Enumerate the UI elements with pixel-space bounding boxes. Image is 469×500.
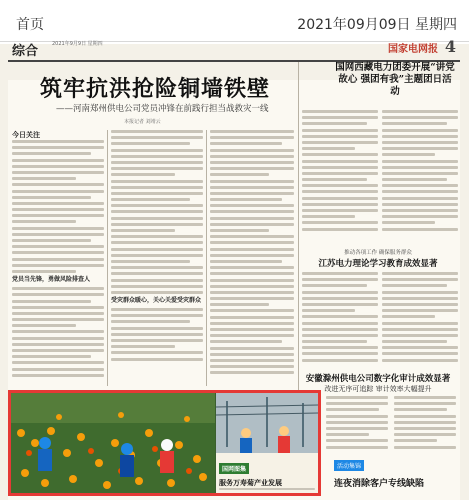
text-block (302, 272, 378, 362)
right-story-column-2[interactable] (382, 110, 458, 244)
page-number: 4 (444, 37, 456, 56)
low-story-column-2[interactable] (394, 396, 456, 456)
lead-label: 今日关注 (12, 130, 40, 139)
photo-caption-title: 服务万寿菊产业发展 (219, 478, 282, 487)
text-block (111, 130, 203, 294)
page-masthead (8, 37, 460, 59)
text-block (394, 396, 456, 449)
photo-illustration (11, 393, 215, 493)
feature-headline[interactable]: 连夜消除客户专线缺陷 (334, 479, 425, 489)
lead-column-3[interactable] (210, 130, 294, 386)
text-block (111, 308, 203, 361)
feature-tag: 活动集锦 (334, 460, 364, 471)
lead-subhead: ——河南郑州供电公司党员冲锋在前践行担当战救灾一线 (56, 104, 269, 114)
text-block (382, 272, 458, 362)
column-rule (107, 130, 108, 386)
masthead-date: 2021年9月9日 星期四 (52, 41, 103, 47)
text-block (210, 130, 294, 374)
photo-tag: 国网图集 (219, 463, 249, 474)
mid-story-headline[interactable]: 江苏电力理论学习教育成效显著 (318, 259, 438, 269)
right-story-headline[interactable]: 国网西藏电力团委开展“讲党故心 强团有我”主题团日活动 (335, 62, 455, 97)
mid-story-kicker: 推动各项工作 确保服务群众 (344, 250, 412, 256)
text-block (12, 140, 104, 273)
mid-story-column-1[interactable] (302, 272, 378, 368)
substation-photo (216, 393, 318, 453)
text-block (12, 287, 104, 377)
text-block (302, 110, 378, 231)
caption-text-block (219, 488, 315, 495)
photo-illustration-2 (216, 393, 318, 453)
section-head-1: 党员当先锋，勇做风险排查人 (12, 276, 91, 284)
right-story-column-1[interactable] (302, 110, 378, 244)
lead-column-1[interactable] (12, 130, 104, 386)
marigold-field-photo (11, 393, 215, 493)
top-app-bar (0, 0, 469, 42)
text-block (326, 396, 388, 449)
issue-date: 2021年09月09日 星期四 (297, 17, 457, 33)
lead-column-2[interactable] (111, 130, 203, 386)
selected-photo-article[interactable] (8, 390, 321, 496)
lead-headline[interactable]: 筑牢抗洪抢险铜墙铁壁 (40, 76, 271, 102)
lead-byline: 本报记者 刘靖云 (124, 119, 161, 125)
column-rule (206, 130, 207, 386)
photo-caption (216, 453, 318, 493)
section-head-2: 受灾群众暖心，关心关爱受灾群众 (111, 297, 202, 305)
low-story-column-1[interactable] (326, 396, 388, 456)
low-story-headline[interactable]: 安徽滁州供电公司数字化审计成效显著 (305, 374, 451, 384)
mid-story-column-2[interactable] (382, 272, 458, 368)
low-story-subhead: 改进无序可追踪 审计效率大幅提升 (324, 385, 432, 393)
newspaper-brand: 国家电网报 (388, 44, 438, 55)
section-name: 综合 (12, 44, 39, 59)
text-block (382, 110, 458, 231)
home-link[interactable]: 首页 (16, 17, 44, 33)
